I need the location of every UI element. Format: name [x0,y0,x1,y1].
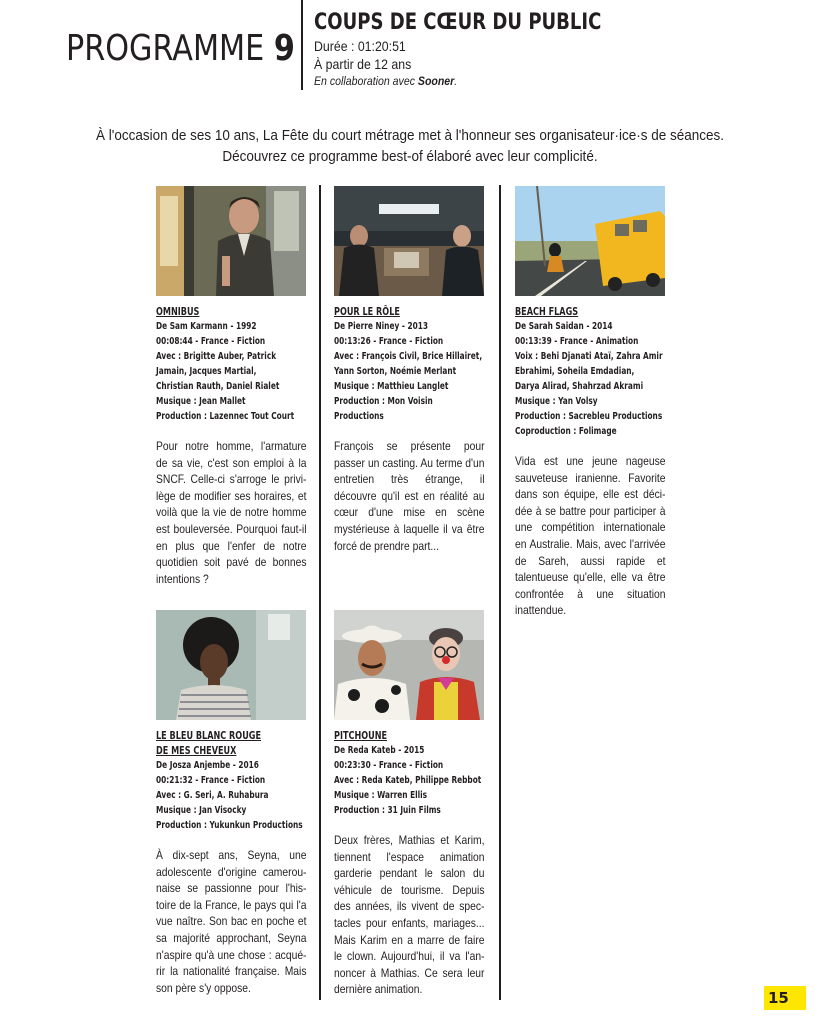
film-title: POUR LE RÔLE [334,305,400,318]
film-omnibus [156,186,306,587]
credit-line: Darya Alirad, Shahrzad Akrami [515,381,644,392]
film-credits [156,304,306,424]
credit-line: 00:08:44 - France - Fiction [156,336,266,347]
film-synopsis: Deux frères, Mathias et Karim, tiennent l'espace animation garderie pendant le salon du véhicule de tourisme. Depuis des années, ils vivent de spectacles pour enfants, mariages... Mais Karim en a marre de faire le clown. Aujourd'hui, il va l'annoncer à Mathias. Ce sera leur dernière animation. [334,833,485,997]
film-title: BEACH FLAGS [515,305,579,318]
credit-line: Ebrahimi, Soheila Emdadian, [515,366,635,377]
credit-line: Avec : François Civil, Brice Hillairet, [334,351,483,362]
credit-line: De Sarah Saidan - 2014 [515,321,613,332]
programme-name: COUPS DE CŒUR DU PUBLIC [314,10,602,35]
programme-word: PROGRAMME [66,28,265,69]
credit-line: 00:13:39 - France - Animation [515,336,639,347]
film-title: LE BLEU BLANC ROUGE [156,729,261,742]
credit-line: Production : Lazennec Tout Court [156,411,295,422]
column-divider [319,185,321,1000]
film-title-line-2: DE MES CHEVEUX [156,744,237,757]
film-still-beach-flags [515,186,665,296]
credit-line: Yann Sorton, Noémie Merlant [334,366,457,377]
credit-line: Production : Sacrebleu Productions [515,411,663,422]
credit-line: Avec : G. Seri, A. Ruhabura [156,790,269,801]
film-title: PITCHOUNE [334,729,388,742]
credit-line: 00:23:30 - France - Fiction [334,760,444,771]
page-number: 15 [764,986,806,1010]
film-synopsis: Vida est une jeune nageuse sauveteuse iranienne. Favorite dans son équipe, elle est décidée à se battre pour participer à une compétition internationale en Australie. Mais, avec l'arrivée de Sareh, aussi rapide et talentueuse qu'elle, elle va être confrontée à une situation inattendue. [515,454,666,618]
film-still-pitchoune [334,610,484,720]
credit-line: Productions [334,411,384,422]
header-divider [301,0,303,90]
film-still-pour-le-role [334,186,484,296]
film-beach-flags [515,186,665,619]
credit-line: 00:21:32 - France - Fiction [156,775,266,786]
programme-duration: Durée : 01:20:51 [314,38,406,54]
film-synopsis: À dix-sept ans, Seyna, une adolescente d'origine camerounaise se passionne pour l'histoire de la France, le pays qui l'a vue naître. Son bac en poche et sa majorité approchant, Seyna n'aspire qu'à une chose : acquérir la nationalité française. Mais son père s'y oppose. [156,848,307,995]
credit-line: Musique : Yan Volsy [515,396,598,407]
film-still-le-bleu-blanc-rouge [156,610,306,720]
credit-line: De Josza Anjembe - 2016 [156,760,259,771]
credit-line: De Sam Karmann - 1992 [156,321,257,332]
film-credits [156,728,306,833]
film-synopsis: Pour notre homme, l'armature de sa vie, c'est son emploi à la SNCF. Celle-ci s'arroge le privilège de modifier ses horaires, et voilà que la vie de notre homme est bouleversée. Pourquoi faut-il en plus que l'enfer de notre quotidien soit pavé de bonnes intentions ? [156,439,307,586]
programme-age: À partir de 12 ans [314,56,412,72]
film-le-bleu-blanc-rouge [156,610,306,996]
intro-line-2: Découvrez ce programme best-of élaboré avec leur complicité. [222,148,598,165]
credit-line: Avec : Reda Kateb, Philippe Rebbot [334,775,482,786]
credit-line: De Reda Kateb - 2015 [334,745,425,756]
credit-line: Production : Yukunkun Productions [156,820,303,831]
collab-name: Sooner [417,74,455,88]
credit-line: Musique : Warren Ellis [334,790,428,801]
credit-line: Production : 31 Juin Films [334,805,441,816]
intro-text [95,125,725,167]
film-credits [515,304,665,439]
credit-line: Musique : Jean Mallet [156,396,246,407]
credit-line: Christian Rauth, Daniel Rialet [156,381,280,392]
credit-line: Musique : Jan Visocky [156,805,247,816]
programme-number: 9 [273,28,295,69]
credit-line: De Pierre Niney - 2013 [334,321,428,332]
programme-collab [314,73,622,89]
film-pitchoune [334,610,484,998]
collab-prefix: En collaboration avec [314,74,418,88]
film-pour-le-role [334,186,484,554]
credit-line: Coproduction : Folimage [515,426,617,437]
programme-title [66,28,295,69]
film-credits [334,728,484,818]
credit-line: Jamain, Jacques Martial, [156,366,257,377]
credit-line: Avec : Brigitte Auber, Patrick [156,351,277,362]
credit-line: Production : Mon Voisin [334,396,433,407]
film-synopsis: François se présente pour passer un casting. Au terme d'un entretien très étrange, il découvre qu'il est en réalité au cœur d'une mise en scène mystérieuse à laquelle il va être forcé de prendre part... [334,439,485,553]
credit-line: Voix : Behi Djanati Ataï, Zahra Amir [515,351,663,362]
column-divider [499,185,501,1000]
film-title: OMNIBUS [156,305,200,318]
intro-line-1: À l'occasion de ses 10 ans, La Fête du court métrage met à l'honneur ses organisateur·ice·s de séances. [95,127,725,144]
collab-suffix: . [454,74,458,88]
film-still-omnibus [156,186,306,296]
programme-info [314,10,664,89]
credit-line: 00:13:26 - France - Fiction [334,336,444,347]
credit-line: Musique : Matthieu Langlet [334,381,449,392]
film-credits [334,304,484,424]
